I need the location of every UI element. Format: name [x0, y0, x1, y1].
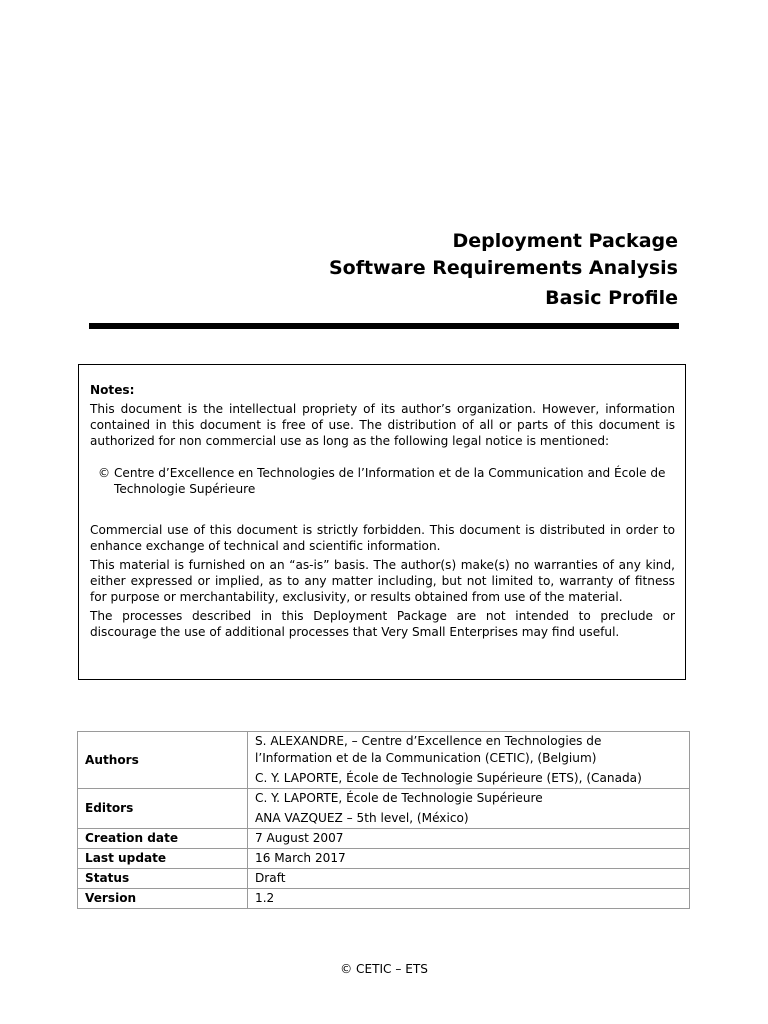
version-value: 1.2	[248, 889, 690, 909]
document-title-block	[118, 228, 678, 312]
title-rule	[89, 323, 679, 329]
table-row	[78, 829, 690, 849]
notes-paragraph-2: Commercial use of this document is strictly forbidden. This document is distributed in order to enhance exchange of technical and scientific information.	[90, 523, 675, 553]
title-line-1: Deployment Package	[452, 230, 678, 252]
table-row	[78, 889, 690, 909]
table-row	[78, 849, 690, 869]
last-update-value: 16 March 2017	[248, 849, 690, 869]
creation-date-label: Creation date	[78, 829, 248, 849]
status-label: Status	[78, 869, 248, 889]
table-row	[78, 732, 690, 789]
creation-date-value: 7 August 2007	[248, 829, 690, 849]
editors-value	[248, 789, 690, 829]
notes-paragraph-3: This material is furnished on an “as-is” basis. The author(s) make(s) no warranties of any kind, either expressed or implied, as to any matter including, but not limited to, warranty of fitness for purpose or merchantability, exclusivity, or results obtained from use of the material.	[90, 558, 675, 604]
table-row	[78, 789, 690, 829]
editors-label: Editors	[78, 789, 248, 829]
authors-value	[248, 732, 690, 789]
notes-paragraph-1: This document is the intellectual propriety of its author’s organization. However, information contained in this document is free of use. The distribution of all or parts of this document is authorized for non commercial use as long as the following legal notice is mentioned:	[90, 402, 675, 448]
notes-paragraph-4: The processes described in this Deployment Package are not intended to preclude or discourage the use of additional processes that Very Small Enterprises may find useful.	[90, 609, 675, 639]
authors-label: Authors	[78, 732, 248, 789]
status-value: Draft	[248, 869, 690, 889]
page-footer: © CETIC – ETS	[340, 962, 428, 976]
version-label: Version	[78, 889, 248, 909]
table-row	[78, 869, 690, 889]
document-metadata-table	[77, 731, 690, 909]
author-1: S. ALEXANDRE, – Centre d’Excellence en Technologies de l’Information et de la Communication (CETIC), (Belgium)	[255, 734, 602, 765]
notes-heading: Notes:	[90, 383, 135, 397]
title-line-3: Basic Profile	[545, 287, 678, 309]
last-update-label: Last update	[78, 849, 248, 869]
notes-box	[78, 364, 686, 680]
editor-2: ANA VAZQUEZ – 5th level, (México)	[255, 811, 469, 825]
notes-copyright: © Centre d’Excellence en Technologies de l’Information et de la Communication and École de Technologie Supérieure	[98, 466, 666, 496]
editor-1: C. Y. LAPORTE, École de Technologie Supérieure	[255, 791, 543, 805]
title-line-2: Software Requirements Analysis	[328, 257, 678, 279]
author-2: C. Y. LAPORTE, École de Technologie Supérieure (ETS), (Canada)	[255, 771, 642, 785]
